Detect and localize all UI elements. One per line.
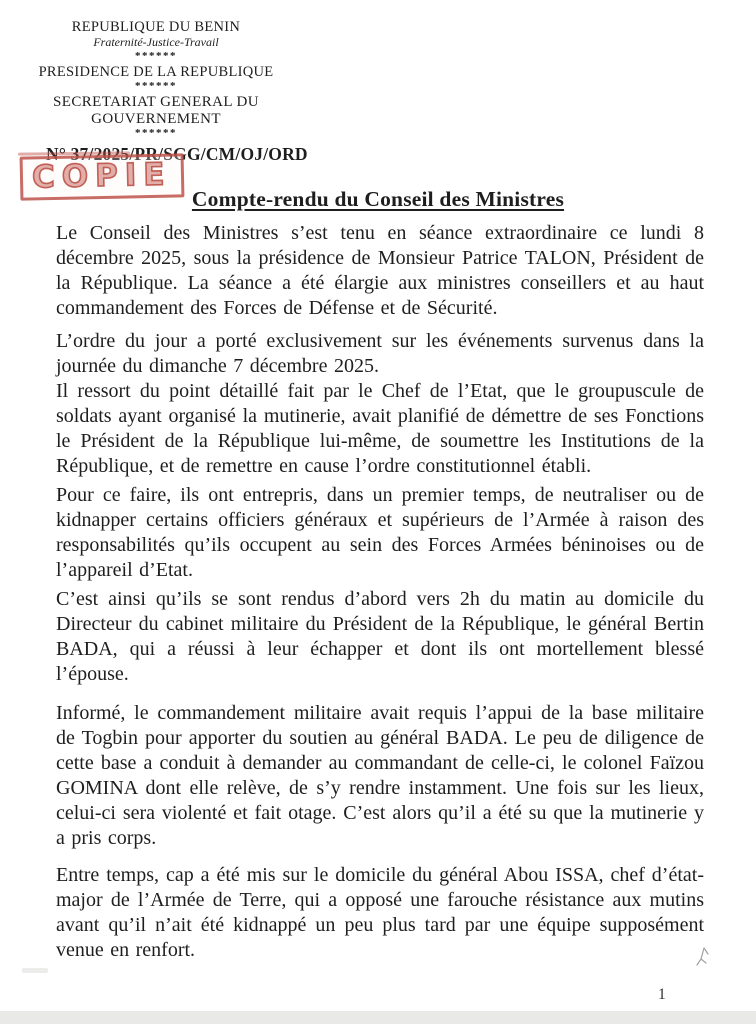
separator-stars: ******: [135, 49, 177, 62]
separator-stars: ******: [135, 127, 177, 140]
scan-bottom-edge: [0, 1011, 756, 1024]
scan-artifact: [22, 968, 48, 973]
national-motto: Fraternité-Justice-Travail: [93, 34, 219, 49]
document-body: [56, 221, 704, 963]
paragraph-1: Le Conseil des Ministres s’est tenu en séance extraordinaire ce lundi 8 décembre 2025, sous la présidence de Monsieur Patrice TALON, Président de la République. La séance a été élargie aux ministres conseillers et au haut commandement des Forces de Défense et de Sécurité.: [56, 222, 704, 320]
separator-stars: ******: [135, 80, 177, 93]
page-number: 1: [658, 986, 666, 1003]
document-title: Compte-rendu du Conseil des Ministres: [191, 187, 565, 212]
reference-number: N° 37/2025/PR/SGG/CM/OJ/ORD: [46, 144, 308, 165]
paragraph-2: L’ordre du jour a porté exclusivement sur les événements survenus dans la journée du dimanche 7 décembre 2025.: [56, 330, 704, 378]
letterhead: [0, 0, 312, 139]
secretariat-name-line2: GOUVERNEMENT: [91, 110, 221, 127]
paragraph-6: Informé, le commandement militaire avait requis l’appui de la base militaire de Togbin pour apporter du soutien au général BADA. Le peu de diligence de cette base a conduit à demander au commandant de celle-ci, le colonel Faïzou GOMINA dont elle relève, de s’y rendre instamment. Une fois sur les lieux, celui-ci sera violenté et fait otage. C’est alors qu’il a été su que la mutinerie y a pris corps.: [56, 702, 704, 850]
paragraph-7: Entre temps, cap a été mis sur le domicile du général Abou ISSA, chef d’état-major de l’Armée de Terre, qui a opposé une farouche résistance aux mutins avant qu’il n’ait été kidnappé un peu plus tard par une équipe supposément venue en renfort.: [56, 864, 704, 962]
ink-scratch-icon: [694, 946, 712, 973]
secretariat-name-line1: SECRETARIAT GENERAL DU: [53, 94, 259, 111]
presidency-name: PRESIDENCE DE LA REPUBLIQUE: [38, 63, 274, 80]
paragraph-3: Il ressort du point détaillé fait par le Chef de l’Etat, que le groupuscule de soldats ayant organisé la mutinerie, avait planifié de démettre de ses Fonctions le Président de la République lui-même, de soumettre les Institutions de la République, et de remettre en cause l’ordre constitutionnel établi.: [56, 380, 704, 478]
paragraph-4: Pour ce faire, ils ont entrepris, dans un premier temps, de neutraliser ou de kidnapper certains officiers généraux et supérieurs de l’Armée à raison des responsabilités qu’ils occupent au sein des Forces Armées béninoises ou de l’appareil d’Etat.: [56, 484, 704, 582]
copie-stamp: COPIE: [20, 153, 184, 201]
republic-name: REPUBLIQUE DU BENIN: [71, 19, 241, 35]
paragraph-5: C’est ainsi qu’ils se sont rendus d’abord vers 2h du matin au domicile du Directeur du cabinet militaire du Président de la République, le général Bertin BADA, qui a réussi à leur échapper et dont ils ont mortellement blessé l’épouse.: [56, 588, 704, 686]
